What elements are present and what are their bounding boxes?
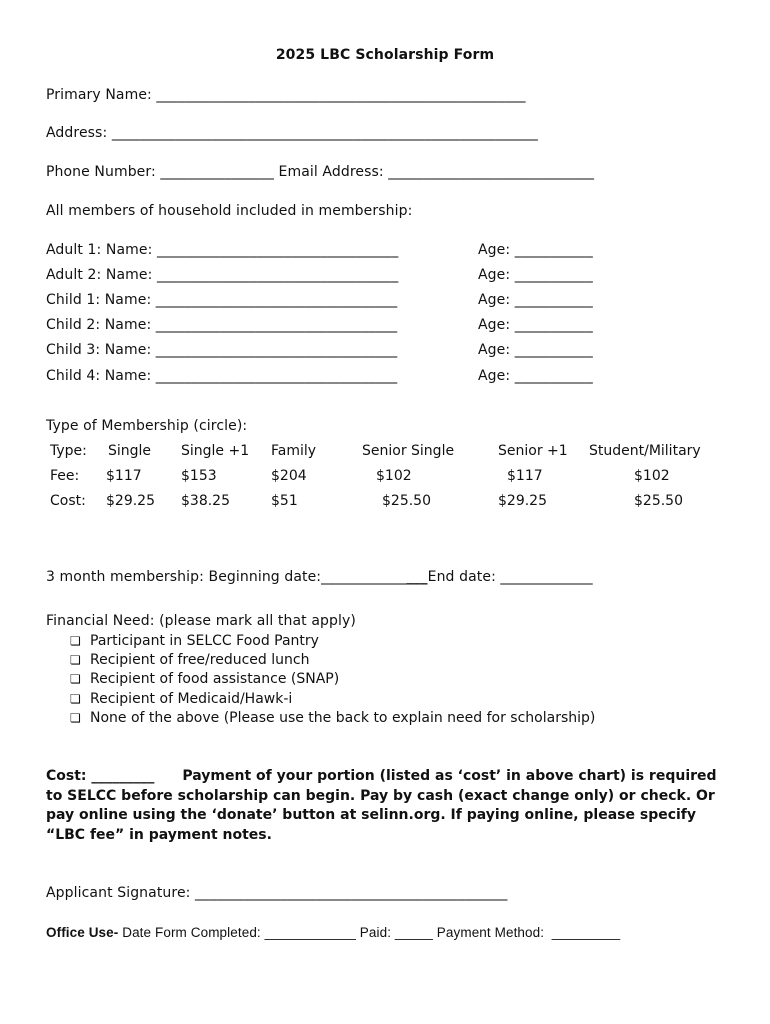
end-date-label: End date: _____________	[427, 569, 593, 585]
member-age[interactable]: Age: ___________	[478, 342, 593, 358]
row-label-fee: Fee:	[50, 468, 80, 484]
fee-cell: $204	[271, 468, 307, 484]
checkbox-option[interactable]	[70, 691, 292, 707]
membership-dates-field[interactable]	[46, 569, 593, 585]
row-label-cost: Cost:	[50, 493, 86, 509]
member-row[interactable]: Adult 2: Name: __________________________________	[46, 267, 399, 283]
checkbox-label: Participant in SELCC Food Pantry	[90, 633, 319, 649]
office-use-line	[46, 925, 620, 940]
member-age[interactable]: Age: ___________	[478, 267, 593, 283]
payment-instructions: Payment of your portion (listed as ‘cost’ in above chart) is required to SELCC before scholarship can begin. Pay by cash (exact change only) or check. Or pay online using the ‘donate’ button at selinn.org. If paying online, please specify “LBC fee” in payment notes.	[46, 768, 717, 843]
fee-cell: $102	[634, 468, 670, 484]
membership-option-senior-single[interactable]: Senior Single	[362, 443, 455, 459]
checkbox-option[interactable]	[70, 633, 319, 649]
cost-cell: $25.50	[634, 493, 683, 509]
membership-option-student-military[interactable]: Student/Military	[589, 443, 701, 459]
cost-cell: $29.25	[106, 493, 155, 509]
office-use-label: Office Use-	[46, 925, 119, 940]
member-row[interactable]: Child 1: Name: __________________________________	[46, 292, 398, 308]
applicant-signature-field[interactable]: Applicant Signature: ____________________________________________	[46, 885, 508, 901]
address-field[interactable]: Address: ____________________________________________________________	[46, 125, 538, 141]
member-row[interactable]: Child 4: Name: __________________________________	[46, 368, 398, 384]
checkbox-icon[interactable]: ❏	[70, 634, 81, 648]
household-heading: All members of household included in membership:	[46, 203, 413, 219]
membership-heading: Type of Membership (circle):	[46, 418, 248, 434]
row-label-type: Type:	[50, 443, 87, 459]
member-row[interactable]: Child 2: Name: __________________________________	[46, 317, 398, 333]
member-row[interactable]: Child 3: Name: __________________________________	[46, 342, 398, 358]
checkbox-label: Recipient of Medicaid/Hawk-i	[90, 691, 293, 707]
checkbox-label: Recipient of free/reduced lunch	[90, 652, 310, 668]
checkbox-option[interactable]	[70, 710, 595, 726]
fee-cell: $102	[376, 468, 412, 484]
cost-cell: $29.25	[498, 493, 547, 509]
member-age[interactable]: Age: ___________	[478, 292, 593, 308]
cost-field[interactable]: Cost: _________	[46, 768, 155, 784]
fee-cell: $117	[507, 468, 543, 484]
fee-cell: $117	[106, 468, 142, 484]
checkbox-icon[interactable]: ❏	[70, 653, 81, 667]
checkbox-option[interactable]	[70, 671, 339, 687]
cost-cell: $51	[271, 493, 298, 509]
checkbox-label: None of the above (Please use the back to explain need for scholarship)	[90, 710, 596, 726]
checkbox-label: Recipient of food assistance (SNAP)	[90, 671, 340, 687]
form-title: 2025 LBC Scholarship Form	[275, 47, 495, 63]
checkbox-icon[interactable]: ❏	[70, 711, 81, 725]
payment-paragraph	[46, 767, 726, 845]
member-age[interactable]: Age: ___________	[478, 317, 593, 333]
membership-option-single-plus-one[interactable]: Single +1	[181, 443, 250, 459]
fee-cell: $153	[181, 468, 217, 484]
membership-option-single[interactable]: Single	[108, 443, 152, 459]
financial-need-heading: Financial Need: (please mark all that apply)	[46, 613, 356, 629]
phone-email-field[interactable]: Phone Number: ________________ Email Address: _____________________________	[46, 164, 595, 180]
member-age[interactable]: Age: ___________	[478, 242, 593, 258]
beginning-date-label: 3 month membership: Beginning date:____________	[46, 569, 407, 585]
membership-option-senior-plus-one[interactable]: Senior +1	[498, 443, 568, 459]
office-use-fields[interactable]: Date Form Completed: ____________ Paid: _____ Payment Method: _________	[118, 925, 621, 940]
checkbox-icon[interactable]: ❏	[70, 672, 81, 686]
beginning-date-underline: ___	[406, 569, 428, 585]
primary-name-field[interactable]: Primary Name: ____________________________________________________	[46, 87, 526, 103]
checkbox-icon[interactable]: ❏	[70, 692, 81, 706]
member-row[interactable]: Adult 1: Name: __________________________________	[46, 242, 399, 258]
member-age[interactable]: Age: ___________	[478, 368, 593, 384]
checkbox-option[interactable]	[70, 652, 309, 668]
cost-cell: $38.25	[181, 493, 230, 509]
cost-cell: $25.50	[382, 493, 431, 509]
membership-option-family[interactable]: Family	[271, 443, 317, 459]
